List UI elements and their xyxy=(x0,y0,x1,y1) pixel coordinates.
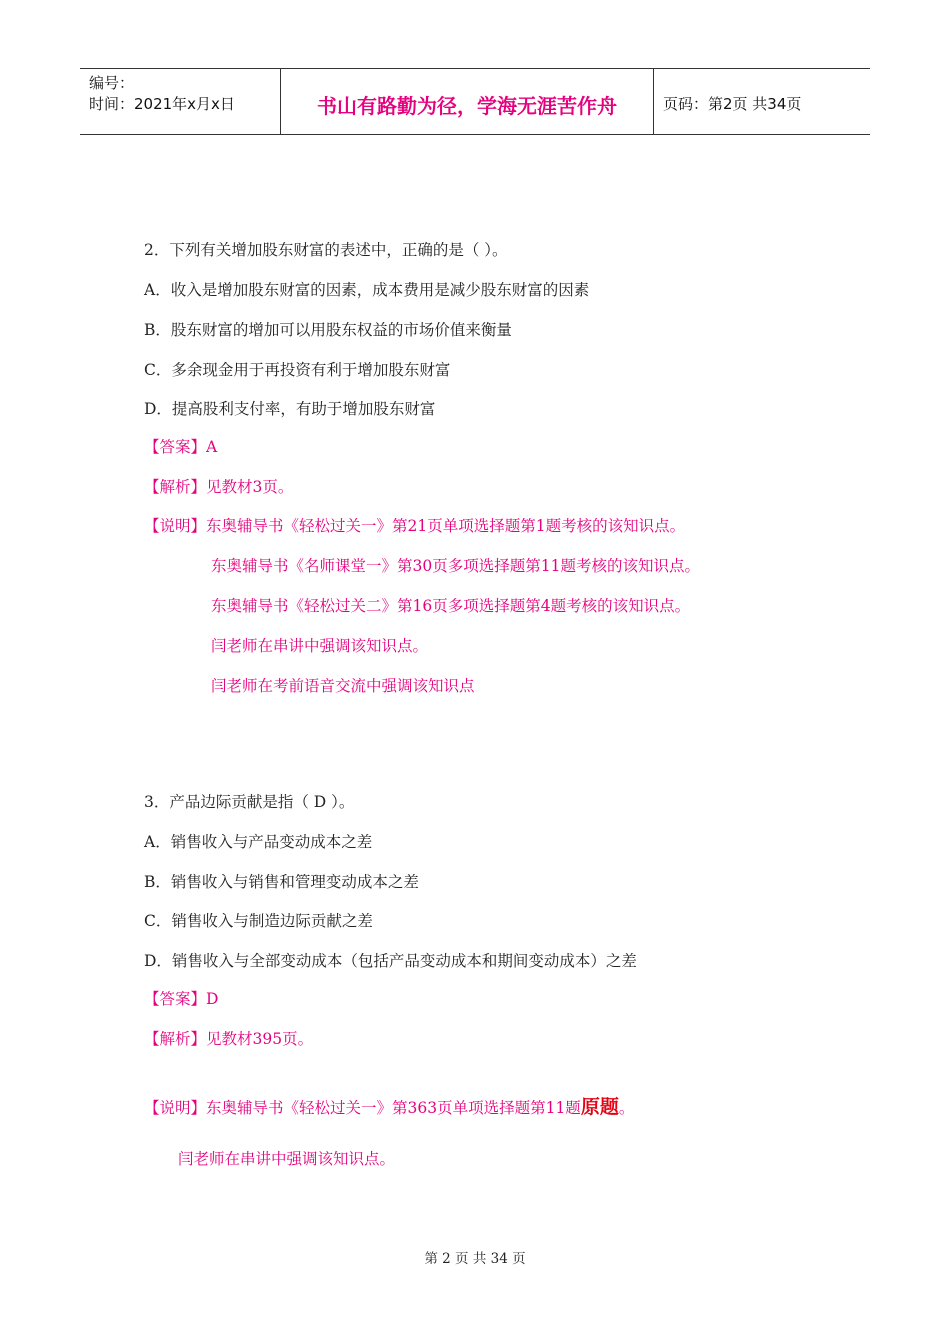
q2-stem: 2．下列有关增加股东财富的表述中，正确的是（ ）。 xyxy=(144,241,508,259)
q2-option-d: D．提高股利支付率，有助于增加股东财富 xyxy=(144,400,436,418)
q2-option-b: B．股东财富的增加可以用股东权益的市场价值来衡量 xyxy=(144,321,512,339)
q3-analysis: 【解析】见教材395页。 xyxy=(144,1030,314,1048)
q3-note-emphasis: 原题 xyxy=(580,1096,619,1118)
q2-analysis: 【解析】见教材3页。 xyxy=(144,478,294,496)
q3-answer: 【答案】D xyxy=(144,990,219,1008)
header-meta xyxy=(80,69,281,134)
header-motto: 书山有路勤为径，学海无涯苦作舟 xyxy=(281,69,654,134)
q3-stem: 3．产品边际贡献是指（ D ）。 xyxy=(144,793,355,811)
q3-option-c: C．销售收入与制造边际贡献之差 xyxy=(144,912,373,930)
q2-note-1: 【说明】东奥辅导书《轻松过关一》第21页单项选择题第1题考核的该知识点。 xyxy=(144,517,686,535)
page-header xyxy=(80,68,870,135)
q3-note-prefix: 【说明】东奥辅导书《轻松过关一》第363页单项选择题第11题 xyxy=(144,1099,581,1117)
number-label: 编号： xyxy=(89,74,135,92)
q2-answer: 【答案】A xyxy=(144,438,218,456)
q2-note-5: 闫老师在考前语音交流中强调该知识点 xyxy=(211,677,475,695)
q3-note-2: 闫老师在串讲中强调该知识点。 xyxy=(178,1150,396,1168)
q3-option-d: D．销售收入与全部变动成本（包括产品变动成本和期间变动成本）之差 xyxy=(144,952,637,970)
q2-note-4: 闫老师在串讲中强调该知识点。 xyxy=(211,637,429,655)
q3-option-a: A．销售收入与产品变动成本之差 xyxy=(144,833,373,851)
q2-note-3: 东奥辅导书《轻松过关二》第16页多项选择题第4题考核的该知识点。 xyxy=(211,597,691,615)
q3-option-b: B．销售收入与销售和管理变动成本之差 xyxy=(144,873,419,891)
page-footer: 第 2 页 共 34 页 xyxy=(424,1251,526,1267)
header-page-info: 页码：第2页 共34页 xyxy=(663,95,802,113)
q3-note-1 xyxy=(144,1097,634,1118)
q2-option-a: A．收入是增加股东财富的因素，成本费用是减少股东财富的因素 xyxy=(144,281,590,299)
q3-note-suffix: 。 xyxy=(618,1099,635,1117)
q2-option-c: C．多余现金用于再投资有利于增加股东财富 xyxy=(144,361,451,379)
time-label: 时间：2021年x月x日 xyxy=(89,95,235,113)
q2-note-2: 东奥辅导书《名师课堂一》第30页多项选择题第11题考核的该知识点。 xyxy=(211,557,700,575)
